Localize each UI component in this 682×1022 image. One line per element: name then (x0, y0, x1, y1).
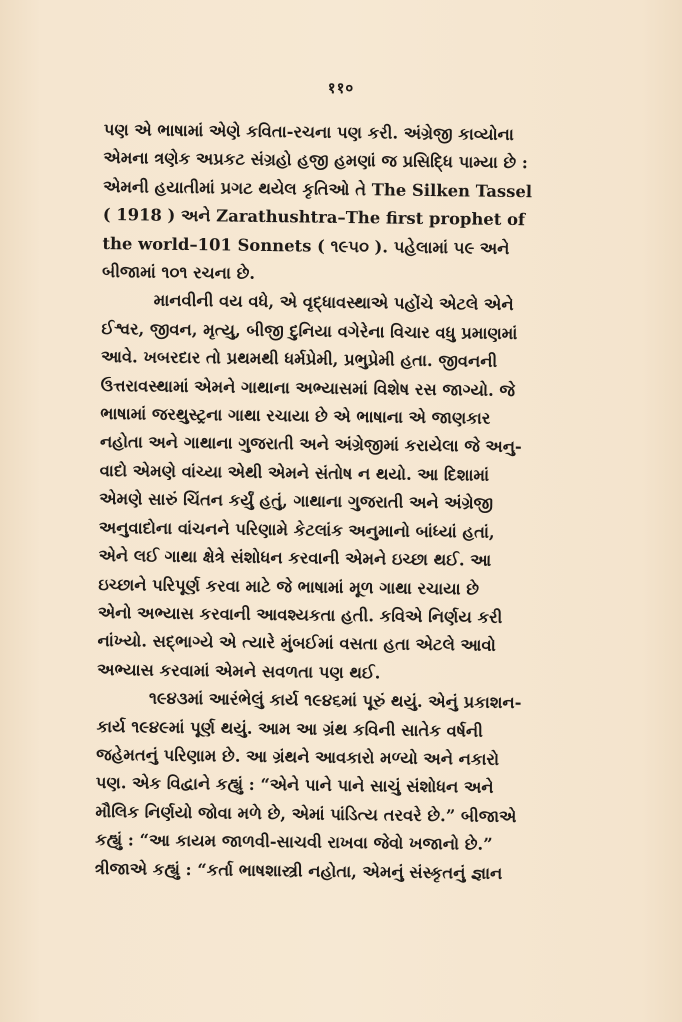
text-line: પણ. એક વિદ્વાને કહ્યું : “એને પાને પાને સાચું સંશોધન અને (95, 773, 494, 798)
page-number: ११० (327, 79, 355, 97)
text-line: ઇચ્છાને પરિપૂર્ણ કરવા માટે જે ભાષામાં મૂળ ગાથા રચાયા છે (98, 574, 480, 599)
text-line: ભાષામાં જરથુસ્ટ્રના ગાથા રચાયા છે એ ભાષાના એ જાણકાર (100, 404, 491, 428)
text-line: કહ્યું : “આ કાયમ જાળવી-સાચવી રાખવા જેવો ખજાનો છે.” (95, 830, 493, 854)
text-line: એમના ત્રણેક અપ્રકટ સંગ્રહો હજી હમણાં જ પ્રસિદ્ધિ પામ્યા છે : (103, 148, 529, 173)
text-line: એનો અભ્યાસ કરવાની આવશ્યકતા હતી. કવિએ નિર્ણય કરી (97, 602, 503, 627)
text-line: ૧૯૪૩માં આરંભેલું કાર્ય ૧૯૪૬માં પૂરું થયું. એનું પ્રકાશન- (148, 688, 522, 713)
text-line: જહેમતનું પરિણામ છે. આ ગ્રંથને આવકારો મળ્યો અને નકારો (96, 744, 500, 769)
text-line: એમણે સારું ચિંતન કર્યું હતું, ગાથાના ગુજરાતી અને અંગ્રેજી (99, 489, 494, 514)
paragraph-3 (95, 684, 637, 889)
text-line: અનુવાદોના વાંચનને પરિણામે કેટલાંક અનુમાનો બાંધ્યાં હતાં, (98, 517, 495, 542)
text-line: મૌલિક નિર્ણયો જોવા મળે છે, એમાં પાંડિત્ય તરવરે છે.” બીજાએ (95, 801, 517, 826)
text-line: માનવીની વય વધે, એ વૃદ્ધાવસ્થાએ પહોંચે એટલે એને (153, 291, 514, 315)
text-line: વાદો એમણે વાંચ્યા એથી એમને સંતોષ ન થયો. આ દિશામાં (99, 460, 490, 485)
text-line: એમની હયાતીમાં પ્રગટ થયેલ કૃતિઓ તે The Silken Tassel (103, 176, 533, 202)
text-line: નહોતા અને ગાથાના ગુજરાતી અને અંગ્રેજીમાં કરાયેલા જે અનુ- (99, 432, 522, 457)
text-line: પણ એ ભાષામાં એણે કવિતા-રચના પણ કરી. અંગ્રેજી કાવ્યોના (103, 119, 514, 145)
text-line: ઉત્તરાવસ્થામાં એમને ગાથાના અભ્યાસમાં વિશેષ રસ જાગ્યો. જે (100, 375, 516, 400)
text-line: આવે. ખબરદાર તો પ્રથમથી ધર્મપ્રેમી, પ્રભુપ્રેમી હતા. જીવનની (100, 347, 498, 372)
text-line: ત્રીજાએ કહ્યું : “કર્તા ભાષશાસ્ત્રી નહોતા, એમનું સંસ્કૃતનું જ્ઞાન (94, 858, 503, 883)
text-line: the world–101 Sonnets ( ૧૯૫૦ ). પહેલામાં ૫૯ અને (102, 233, 510, 258)
text-line: નાંખ્યો. સદ્ભાગ્યે એ ત્યારે મુંબઈમાં વસતા હતા એટલે આવો (97, 631, 496, 656)
text-line: કાર્ય ૧૯૪૯માં પૂર્ણ થયું. આમ આ ગ્રંથ કવિની સાતેક વર્ષની (96, 716, 484, 741)
body-text (95, 116, 644, 890)
paragraph-1 (102, 116, 644, 293)
text-line: ( 1918 ) અને Zarathushtra–The first prophet of (102, 205, 526, 230)
text-line: એને લઈ ગાથા ક્ષેત્રે સંશોધન કરવાની એમને ઇચ્છા થઈ. આ (98, 546, 492, 570)
text-line: ઈશ્વર, જીવન, મૃત્યુ, બીજી દુનિયા વગેરેના વિચાર વધુ પ્રમાણમાં (101, 318, 518, 343)
text-line: અભ્યાસ કરવામાં એમને સવળતા પણ થઈ. (97, 659, 381, 683)
text-line: બીજામાં ૧૦૧ રચના છે. (101, 262, 256, 283)
paragraph-2 (97, 286, 642, 690)
